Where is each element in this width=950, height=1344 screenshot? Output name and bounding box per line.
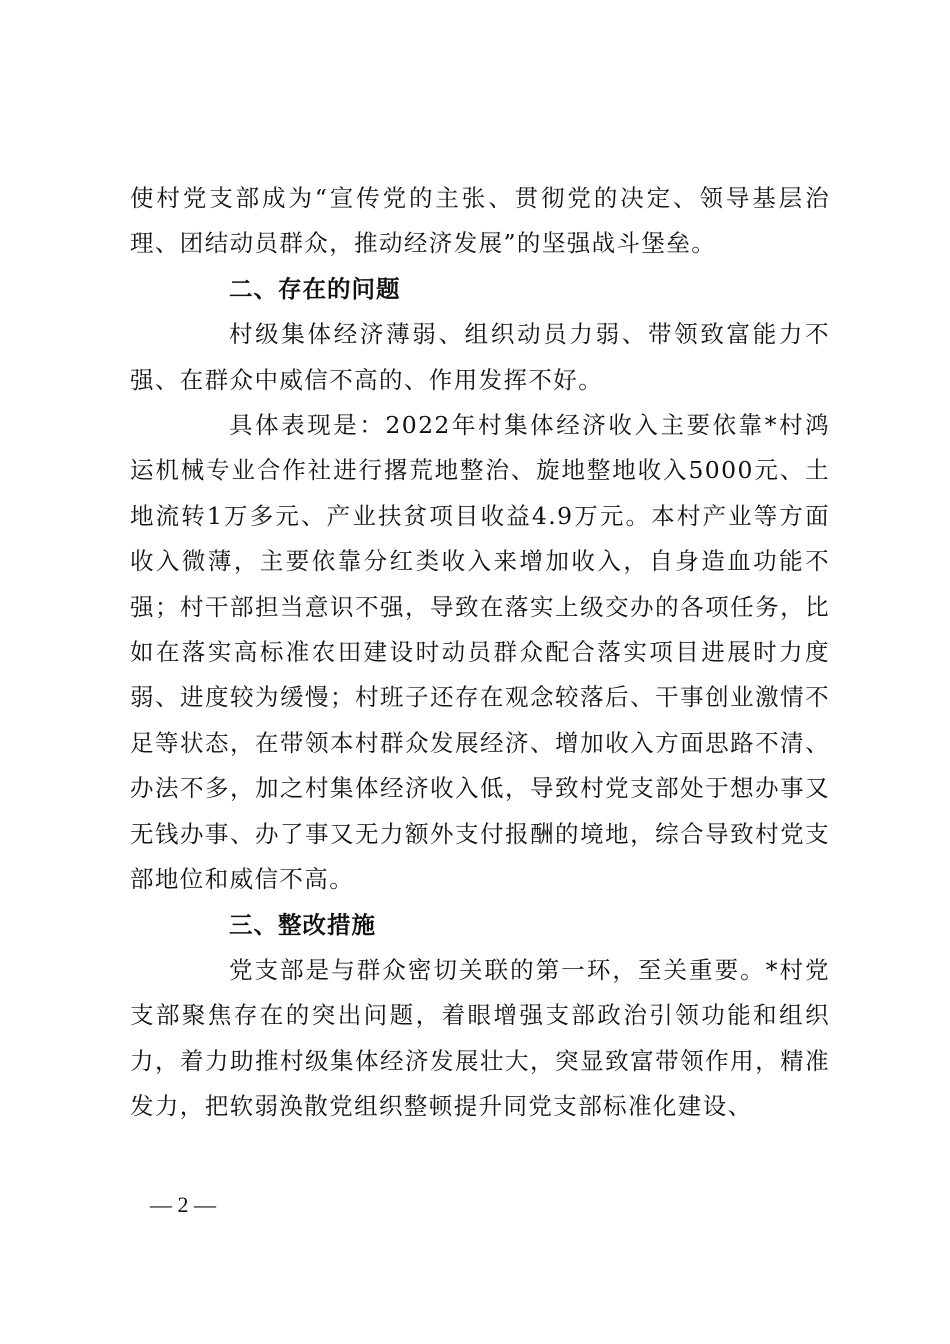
- paragraph-problems-details: 具体表现是：2022年村集体经济收入主要依靠*村鸿运机械专业合作社进行撂荒地整治、旋地整地收入5000元、土地流转1万多元、产业扶贫项目收益4.9万元。本村产业等方面收入微薄，主要依靠分红类收入来增加收入，自身造血功能不强；村干部担当意识不强，导致在落实上级交办的各项任务，比如在落实高标准农田建设时动员群众配合落实项目进展时力度弱、进度较为缓慢；村班子还存在观念较落后、干事创业激情不足等状态，在带领本村群众发展经济、增加收入方面思路不清、办法不多，加之村集体经济收入低，导致村党支部处于想办事又无钱办事、办了事又无力额外支付报酬的境地，综合导致村党支部地位和威信不高。: [130, 411, 830, 894]
- paragraph-intro: 使村党支部成为“宣传党的主张、贯彻党的决定、领导基层治理、团结动员群众，推动经济发展”的坚强战斗堡垒。: [130, 184, 830, 258]
- section-heading-problems: 二、存在的问题: [229, 274, 401, 303]
- section-heading-measures: 三、整改措施: [229, 910, 376, 939]
- paragraph-measures: 党支部是与群众密切关联的第一环，至关重要。*村党支部聚焦存在的突出问题，着眼增强支部政治引领功能和组织力，着力助推村级集体经济发展壮大，突显致富带领作用，精准发力，把软弱涣散党组织整顿提升同党支部标准化建设、: [130, 955, 830, 1121]
- page-number: — 2 —: [150, 1192, 216, 1217]
- paragraph-problems-summary: 村级集体经济薄弱、组织动员力弱、带领致富能力不强、在群众中威信不高的、作用发挥不好。: [130, 320, 830, 394]
- document-body: [130, 176, 830, 1130]
